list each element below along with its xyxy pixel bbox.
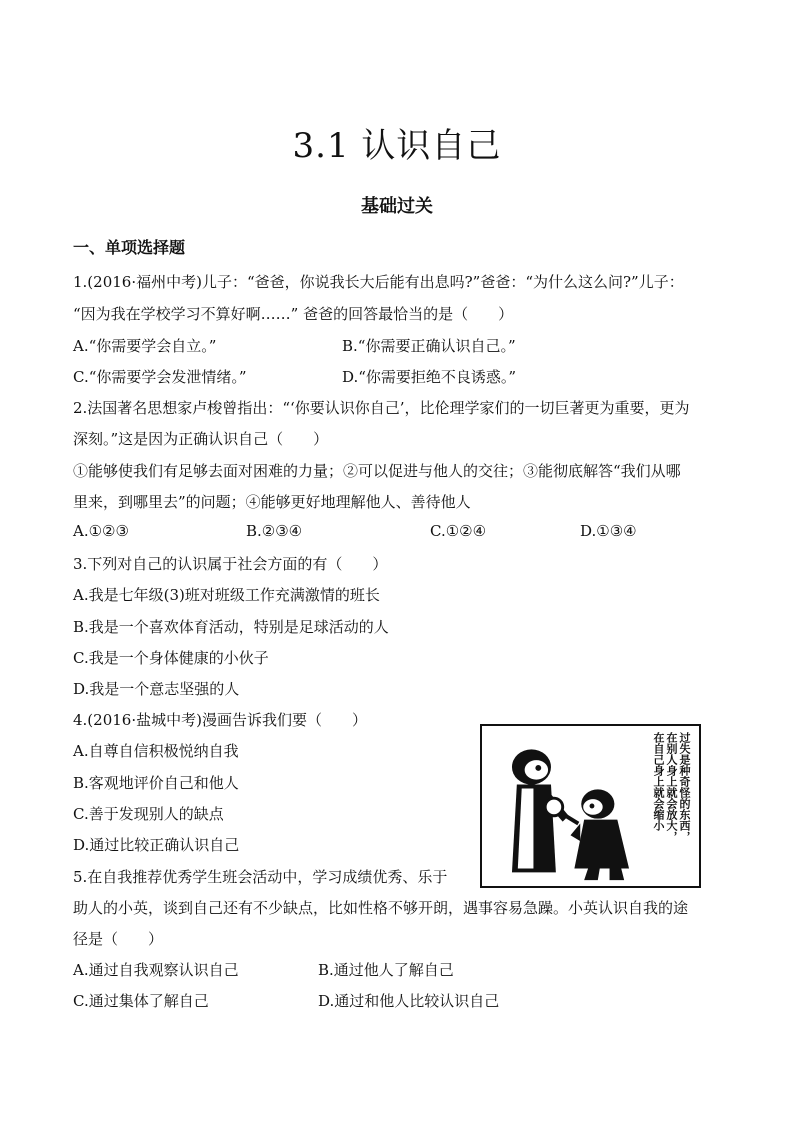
q5-option-c: C.通过集体了解自己 <box>73 992 209 1010</box>
q1-option-d: D.“你需要拒绝不良诱惑。” <box>342 368 517 386</box>
q4-option-d: D.通过比较正确认识自己 <box>73 836 240 854</box>
q1-stem-line2: “因为我在学校学习不算好啊……” 爸爸的回答最恰当的是（ ） <box>73 305 514 323</box>
q3-option-d: D.我是一个意志坚强的人 <box>73 680 240 698</box>
q2-stem-line2: 深刻。”这是因为正确认识自己（ ） <box>73 430 329 448</box>
cartoon-caption <box>652 732 691 842</box>
q5-option-b: B.通过他人了解自己 <box>318 961 454 979</box>
q1-option-c: C.“你需要学会发泄情绪。” <box>73 368 247 386</box>
page-title: 3.1 认识自己 <box>292 126 502 166</box>
q4-stem: 4.(2016·盐城中考)漫画告诉我们要（ ） <box>73 711 367 729</box>
q2-option-b: B.②③④ <box>246 522 303 540</box>
q5-stem-line1: 5.在自我推荐优秀学生班会活动中，学习成绩优秀、乐于 <box>73 868 448 886</box>
section-subtitle: 基础过关 <box>361 196 433 217</box>
q5-stem-line2: 助人的小英，谈到自己还有不少缺点，比如性格不够开朗，遇事容易急躁。小英认识自我的途 <box>73 899 689 917</box>
q3-option-a: A.我是七年级(3)班对班级工作充满激情的班长 <box>73 586 380 604</box>
q3-option-c: C.我是一个身体健康的小伙子 <box>73 649 269 667</box>
q5-option-a: A.通过自我观察认识自己 <box>73 961 239 979</box>
cartoon-caption-line2: 在别人身上就会放大， <box>665 732 678 842</box>
q4-option-c: C.善于发现别人的缺点 <box>73 805 224 823</box>
q1-option-a: A.“你需要学会自立。” <box>73 337 217 355</box>
q3-stem: 3.下列对自己的认识属于社会方面的有（ ） <box>73 555 388 573</box>
q2-option-a: A.①②③ <box>73 522 129 540</box>
q2-option-d: D.①③④ <box>580 522 637 540</box>
q1-stem-line1: 1.(2016·福州中考)儿子：“爸爸，你说我长大后能有出息吗?”爸爸：“为什么这么问?”儿子： <box>73 273 684 291</box>
q1-option-b: B.“你需要正确认识自己。” <box>342 337 516 355</box>
cartoon-caption-line1: 过失是种奇怪的东西， <box>678 732 691 842</box>
q2-stem-line1: 2.法国著名思想家卢梭曾指出：“‘你要认识你自己’，比伦理学家们的一切巨著更为重要，更为 <box>73 399 690 417</box>
q5-option-d: D.通过和他人比较认识自己 <box>318 992 500 1010</box>
q4-option-b: B.客观地评价自己和他人 <box>73 774 239 792</box>
q5-stem-line3: 径是（ ） <box>73 930 164 948</box>
cartoon-caption-line3: 在自己身上就会缩小 <box>652 732 665 831</box>
q2-option-c: C.①②④ <box>430 522 487 540</box>
q3-option-b: B.我是一个喜欢体育活动，特别是足球活动的人 <box>73 618 389 636</box>
q4-option-a: A.自尊自信积极悦纳自我 <box>73 742 239 760</box>
q2-stem-line3: ①能够使我们有足够去面对困难的力量；②可以促进与他人的交往；③能彻底解答“我们从哪 <box>73 462 681 480</box>
section-heading: 一、单项选择题 <box>73 238 186 257</box>
q2-stem-line4: 里来，到哪里去”的问题；④能够更好地理解他人、善待他人 <box>73 493 471 511</box>
cartoon-image <box>480 724 701 888</box>
